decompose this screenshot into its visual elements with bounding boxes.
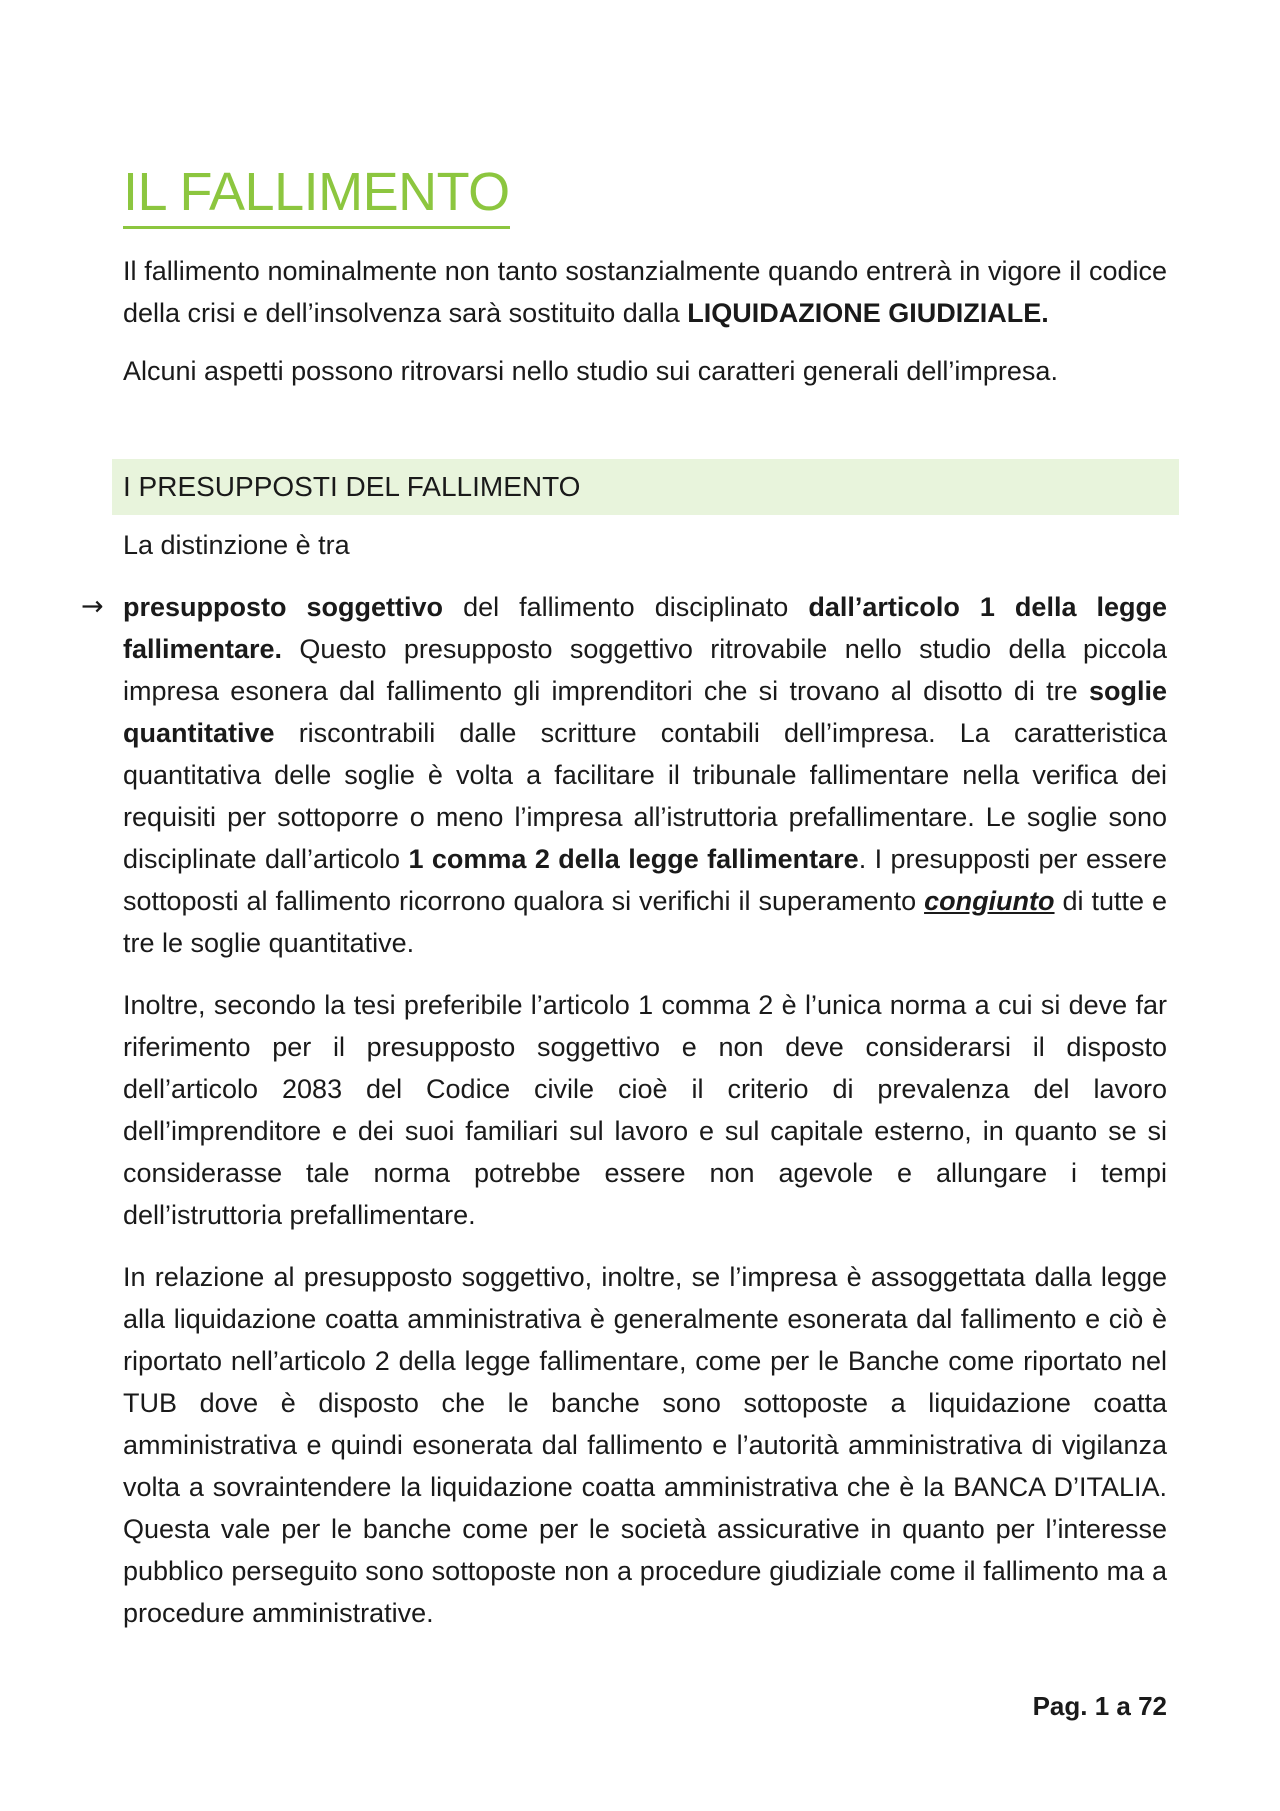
bullet-paragraph <box>123 586 1167 964</box>
liquidazione-giudiziale-bold: LIQUIDAZIONE GIUDIZIALE. <box>687 298 1049 328</box>
bold-comma-2: 1 comma 2 della legge fallimentare <box>408 844 859 874</box>
bold-articolo-1: dall’articolo 1 della legge fallimentare. <box>123 592 1168 664</box>
intro-paragraph-2: Alcuni aspetti possono ritrovarsi nello studio sui caratteri generali dell’impresa. <box>123 356 1058 386</box>
paragraph-inoltre: Inoltre, secondo la tesi preferibile l’articolo 1 comma 2 è l’unica norma a cui si deve far riferimento per il presupposto soggettivo e non deve considerarsi il disposto dell’articolo 2083 del Codice civile cioè il criterio di prevalenza del lavoro dell’imprenditore e dei suoi familiari sul lavoro e sul capitale esterno, in quanto se si considerasse tale norma potrebbe essere non agevole e allungare i tempi dell’istruttoria prefallimentare. <box>123 990 1167 1230</box>
section-heading-bar <box>112 459 1179 515</box>
emphasis-congiunto: congiunto <box>924 886 1055 916</box>
page-number: Pag. 1 a 72 <box>1032 1691 1167 1721</box>
section-body <box>81 524 1168 1634</box>
page-title: IL FALLIMENTO <box>123 160 510 229</box>
right-arrow-icon: → <box>81 591 104 622</box>
bullet-text-5: di tutte e tre le soglie quantitative. <box>123 886 1167 958</box>
bullet-text-1: del fallimento disciplinato <box>443 592 809 622</box>
intro-paragraph-1 <box>123 250 1167 334</box>
intro-section <box>123 250 1167 392</box>
section-heading: I PRESUPPOSTI DEL FALLIMENTO <box>123 471 581 502</box>
bullet-text-2: Questo presupposto soggettivo ritrovabile nello studio della piccola impresa esonera dal fallimento gli imprenditori che si trovano al disotto di tre <box>123 634 1167 706</box>
bullet-text-3: riscontrabili dalle scritture contabili dell’impresa. La caratteristica quantitativa delle soglie è volta a facilitare il tribunale fallimentare nella verifica dei requisiti per sottoporre o meno l’impresa all’istruttoria prefallimentare. Le soglie sono disciplinate dall’articolo <box>123 718 1167 874</box>
paragraph-relazione: In relazione al presupposto soggettivo, inoltre, se l’impresa è assoggettata dalla legge alla liquidazione coatta amministrativa è generalmente esonerata dal fallimento e ciò è riportato nell’articolo 2 della legge fallimentare, come per le Banche come riportato nel TUB dove è disposto che le banche sono sottoposte a liquidazione coatta amministrativa e quindi esonerata dal fallimento e l’autorità amministrativa di vigilanza volta a sovraintendere la liquidazione coatta amministrativa che è la BANCA D’ITALIA. Questa vale per le banche come per le società assicurative in quanto per l’interesse pubblico perseguito sono sottoposte non a procedure giudiziale come il fallimento ma a procedure amministrative. <box>123 1262 1167 1628</box>
bullet-item-presupposto-soggettivo <box>81 586 1168 964</box>
intro-text: Il fallimento nominalmente non tanto sostanzialmente quando entrerà in vigore il codice della crisi e dell’insolvenza sarà sostituito dalla <box>123 256 1167 328</box>
document-page <box>81 0 1168 1811</box>
bullet-text-4: . I presupposti per essere sottoposti al fallimento ricorrono qualora si verifichi il superamento <box>123 844 1167 916</box>
bold-presupposto-soggettivo: presupposto soggettivo <box>123 592 444 622</box>
section-lead: La distinzione è tra <box>123 530 350 560</box>
bold-soglie-quantitative: soglie quantitative <box>123 676 1167 748</box>
